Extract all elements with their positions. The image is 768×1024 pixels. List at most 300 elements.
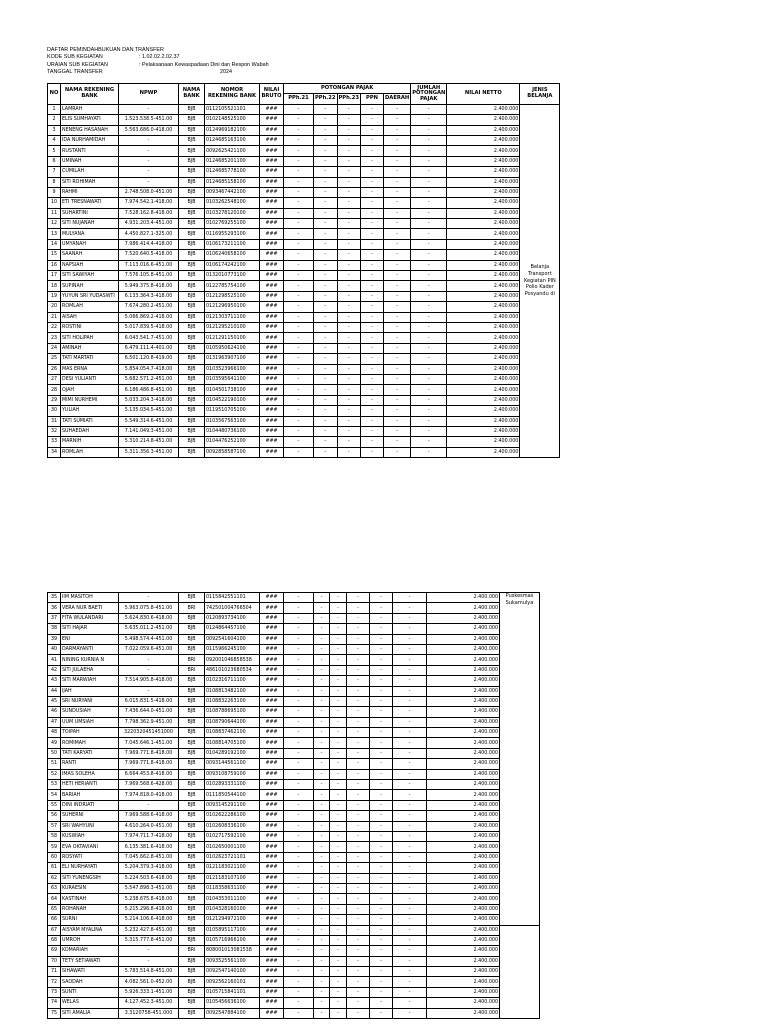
table-row [48,624,540,634]
table-cell: MARNIH [61,437,119,447]
table-cell: BJB [179,374,205,384]
table-cell: - [284,260,314,270]
table-cell: OJAH [61,385,119,395]
table-cell: - [384,239,411,249]
table-cell: 2.400.000 [427,707,500,717]
table-cell: 2.400.000 [427,728,500,738]
table-cell: - [284,104,314,114]
table-cell: 2.400.000 [427,925,500,935]
table-cell: 2.400.000 [427,800,500,810]
table-cell: 2.400.000 [447,156,520,166]
table-cell: - [284,593,314,603]
table-cell: 2.400.000 [447,333,520,343]
table-cell: BJB [179,998,205,1008]
table-cell: - [284,738,314,748]
table-cell: - [314,208,338,218]
table-cell: - [284,759,314,769]
table-cell: 2.400.000 [427,883,500,893]
table-cell: ### [260,842,284,852]
table-cell: 2.400.000 [447,198,520,208]
table-cell: - [411,312,447,322]
table-cell: ROMIMAH [61,738,119,748]
table-cell: BJB [179,343,205,353]
table-cell: 0121303711100 [205,312,260,322]
table-cell: 7.974.542.1-418.00 [119,198,179,208]
table-row [48,343,560,353]
table-cell: 0102717592100 [205,831,260,841]
table-cell: TATI SUMIATI [61,416,119,426]
table-cell: - [337,343,361,353]
table-cell: - [370,894,393,904]
table-cell: ### [260,790,284,800]
jenis-belanja-cell [520,104,560,457]
table-cell: 2.400.000 [427,894,500,904]
table-cell: - [384,374,411,384]
table-cell: - [361,239,384,249]
table-row [48,759,540,769]
table-cell: 15 [48,250,61,260]
table-cell: 0093108759100 [205,769,260,779]
table-cell: ### [260,374,284,384]
table-cell: - [284,686,314,696]
table-cell: - [284,395,314,405]
table-cell: - [284,354,314,364]
table-cell: 14 [48,239,61,249]
table-cell: - [347,634,370,644]
table-cell: 7.520.640.5-418.00 [119,250,179,260]
table-cell: 5.215.296.8-418.00 [119,904,179,914]
table-cell: 7.528.162.8-418.00 [119,208,179,218]
table-cell: 13 [48,229,61,239]
table-cell: - [337,167,361,177]
table-cell: - [384,416,411,426]
table-cell: - [284,291,314,301]
table-cell: ### [260,281,284,291]
table-cell: - [393,842,427,852]
table-cell: - [330,738,347,748]
table-cell: 7 [48,167,61,177]
header-potongan: POTONGAN PAJAK [284,84,411,94]
table-cell: BARIAH [61,790,119,800]
table-cell: IJAH [61,686,119,696]
table-cell: - [384,177,411,187]
table-cell: - [284,447,314,457]
table-cell: - [347,821,370,831]
table-cell: 25 [48,354,61,364]
table-cell: BJB [179,250,205,260]
table-cell: - [314,281,338,291]
table-cell: 2.400.000 [427,977,500,987]
table-cell: 2.400.000 [447,177,520,187]
table-cell: - [314,769,330,779]
table-cell: 0102893331100 [205,780,260,790]
table-row [48,1008,540,1018]
table-cell: 2.400.000 [427,811,500,821]
table-cell: - [337,125,361,135]
table-cell: 2.400.000 [447,104,520,114]
table-row [48,977,540,987]
table-cell: UMROH [61,935,119,945]
table-cell: - [284,696,314,706]
table-cell: - [119,686,179,696]
table-cell: 7.974.818.0-418.00 [119,790,179,800]
table-cell: BJB [179,831,205,841]
table-cell: - [284,115,314,125]
table-cell: - [411,239,447,249]
table-cell: 2.400.000 [427,915,500,925]
table-cell: UUM UMSIAH [61,717,119,727]
table-row [48,800,540,810]
table-cell: ENI [61,634,119,644]
table-cell: - [393,665,427,675]
table-cell: 2.400.000 [427,935,500,945]
table-cell: ### [260,987,284,997]
table-cell: - [393,759,427,769]
table-cell: - [314,728,330,738]
table-cell: 2.400.000 [427,717,500,727]
table-row [48,187,560,197]
table-cell: 40 [48,644,61,654]
table-cell: CUMILAH [61,167,119,177]
table-cell: - [314,644,330,654]
table-cell: - [284,364,314,374]
table-cell: ### [260,229,284,239]
table-cell: - [314,676,330,686]
table-cell: - [284,281,314,291]
table-cell: - [347,613,370,623]
table-cell: 5.224.503.6-418.00 [119,873,179,883]
table-cell: 2.400.000 [427,821,500,831]
table-cell: - [314,135,338,145]
table-cell: - [347,873,370,883]
table-cell: - [330,821,347,831]
table-row [48,364,560,374]
table-cell: 2.400.000 [427,790,500,800]
table-cell: 33 [48,437,61,447]
table-cell: 4 [48,135,61,145]
table-cell: - [411,156,447,166]
table-cell: - [330,790,347,800]
table-cell: 5.214.106.6-418.00 [119,915,179,925]
table-cell: BJB [179,104,205,114]
table-cell: BJB [179,312,205,322]
table-cell: BJB [179,333,205,343]
table-cell: 7.969.771.8-418.00 [119,748,179,758]
table-cell: ELI NURHAYATI [61,863,119,873]
table-cell: 2.400.000 [447,364,520,374]
table-cell: 0104522190100 [205,395,260,405]
table-cell: - [393,998,427,1008]
table-cell: - [361,104,384,114]
table-cell: 5.232.427.8-451.00 [119,925,179,935]
table-cell: - [393,915,427,925]
table-cell: - [347,696,370,706]
table-cell: ### [260,312,284,322]
table-cell: BRI [179,946,205,956]
table-cell: 41 [48,655,61,665]
table-cell: ### [260,208,284,218]
table-cell: - [314,707,330,717]
header-jumlah: JUMLAH POTONGAN PAJAK [411,84,447,105]
table-row [48,312,560,322]
table-cell: UMYANAH [61,239,119,249]
table-row [48,873,540,883]
table-cell: 0104480736100 [205,426,260,436]
table-cell: 5.135.034.5-451.00 [119,406,179,416]
table-cell: - [361,374,384,384]
table-cell: EVA OKTAVIANI [61,842,119,852]
table-cell: ### [260,717,284,727]
table-cell: - [384,104,411,114]
table-row [48,354,560,364]
table-cell: - [361,333,384,343]
table-cell: - [284,915,314,925]
table-cell: - [284,603,314,613]
table-cell: - [284,987,314,997]
table-cell: - [411,322,447,332]
table-cell: - [337,271,361,281]
table-cell: - [330,717,347,727]
table-cell: 5.949.375.8-418.00 [119,281,179,291]
table-cell: BJB [179,800,205,810]
table-cell: - [330,748,347,758]
table-cell: - [314,811,330,821]
table-cell: 2.400.000 [447,115,520,125]
table-cell: 2.400.000 [447,374,520,384]
table-cell: BJB [179,956,205,966]
table-cell: - [393,676,427,686]
table-cell: - [314,696,330,706]
table-cell: KOMARIAH [61,946,119,956]
table-cell: 7.674.280.2-451.00 [119,302,179,312]
table-cell: - [370,613,393,623]
table-cell: - [337,364,361,374]
table-cell: - [284,239,314,249]
table-cell: - [393,852,427,862]
table-cell: BJB [179,811,205,821]
table-cell: 60 [48,852,61,862]
table-cell: - [384,281,411,291]
table-cell: - [411,281,447,291]
table-cell: AISAH [61,312,119,322]
table-cell: - [330,977,347,987]
table-cell: - [393,811,427,821]
table-cell: - [347,800,370,810]
table-row [48,177,560,187]
table-cell: BJB [179,271,205,281]
table-cell: - [314,987,330,997]
table-cell: - [337,374,361,384]
table-cell: BJB [179,728,205,738]
table-cell: - [314,260,338,270]
table-cell: - [119,665,179,675]
table-cell: 71 [48,967,61,977]
table-cell: 16 [48,260,61,270]
table-cell: BJB [179,987,205,997]
table-cell: - [119,655,179,665]
table-cell: 0121294972100 [205,915,260,925]
table-cell: ### [260,198,284,208]
table-cell: - [384,343,411,353]
table-cell: - [284,219,314,229]
table-cell: 6.501.120.8-419.00 [119,354,179,364]
table-cell: - [411,187,447,197]
table-cell: - [393,748,427,758]
table-cell: 2.748.508.0-451.00 [119,187,179,197]
table-cell: 7.022.059.6-451.00 [119,644,179,654]
table-cell: WELAS [61,998,119,1008]
table-cell: ### [260,125,284,135]
table-cell: - [314,333,338,343]
table-cell: - [370,728,393,738]
table-cell: - [361,146,384,156]
table-cell: - [314,925,330,935]
table-cell: ### [260,780,284,790]
table-cell: 5.963.075.8-451.00 [119,603,179,613]
table-cell: - [119,593,179,603]
table-cell: 11 [48,208,61,218]
table-cell: - [393,863,427,873]
table-cell: - [411,333,447,343]
table-cell: BJB [179,593,205,603]
table-cell: 0120893734100 [205,613,260,623]
table-cell: - [330,780,347,790]
table-cell: - [330,904,347,914]
table-cell: - [314,800,330,810]
table-cell: 5.563.686.0-418.00 [119,125,179,135]
table-cell: - [337,115,361,125]
table-row [48,406,560,416]
jenis-belanja-blank [500,925,540,1019]
table-cell: SITI HAJAR [61,624,119,634]
table-cell: ### [260,177,284,187]
table-cell: 42 [48,665,61,675]
table-cell: ### [260,769,284,779]
table-cell: LAMRAH [61,104,119,114]
table-cell: - [347,998,370,1008]
table-cell: BJB [179,904,205,914]
table-cell: - [337,416,361,426]
table-cell: - [347,987,370,997]
table-cell: 0104289192100 [205,748,260,758]
table-cell: - [361,312,384,322]
table-cell: - [393,717,427,727]
table-cell: 2.400.000 [427,686,500,696]
table-cell: - [330,634,347,644]
table-cell: 7.045.662.8-451.00 [119,852,179,862]
table-row [48,291,560,301]
table-cell: - [370,655,393,665]
table-cell: ROMLAH [61,302,119,312]
table-cell: SUNTI [61,987,119,997]
table-cell: 0103262548100 [205,198,260,208]
table-cell: - [384,385,411,395]
table-cell: BJB [179,707,205,717]
table-cell: 2.400.000 [447,239,520,249]
table-cell: - [337,322,361,332]
table-cell: 2.400.000 [427,655,500,665]
table-cell: - [314,956,330,966]
table-cell: 66 [48,915,61,925]
table-cell: - [384,333,411,343]
table-cell: - [347,603,370,613]
table-cell: - [337,385,361,395]
table-cell: - [370,935,393,945]
table-cell: - [337,250,361,260]
table-cell: 49 [48,738,61,748]
table-cell: - [337,406,361,416]
table-cell: ### [260,603,284,613]
table-cell: - [347,686,370,696]
table-cell: 2.400.000 [447,219,520,229]
table-cell: - [384,229,411,239]
table-cell: 092001046858538 [205,655,260,665]
table-cell: 19 [48,291,61,301]
table-cell: - [284,135,314,145]
table-cell: SITI SAWIYAH [61,271,119,281]
table-cell: 3.3120758-451.000 [119,1008,179,1018]
table-cell: 0119510705100 [205,406,260,416]
table-cell: - [284,156,314,166]
table-row [48,811,540,821]
table-cell: - [370,883,393,893]
table-cell: 2.400.000 [447,312,520,322]
table-cell: 7.514.905.8-418.00 [119,676,179,686]
table-row [48,634,540,644]
table-cell: - [411,250,447,260]
table-cell: ### [260,676,284,686]
table-cell: - [314,198,338,208]
table-cell: - [361,416,384,426]
table-cell: NAPSIAH [61,260,119,270]
table-cell: - [361,271,384,281]
header-nama: NAMA REKENING BANK [61,84,119,105]
table-cell: - [361,198,384,208]
table-cell: - [314,343,338,353]
table-cell: 45 [48,696,61,706]
table-cell: - [384,198,411,208]
table-cell: SITI NUJANAH [61,219,119,229]
table-cell: - [411,406,447,416]
table-cell: - [284,800,314,810]
table-cell: 2.400.000 [447,167,520,177]
table-cell: 32 [48,426,61,436]
table-cell: 0103523966100 [205,364,260,374]
table-cell: 2.400.000 [427,987,500,997]
table-cell: - [284,229,314,239]
table-cell: - [284,831,314,841]
table-cell: ### [260,167,284,177]
table-cell: 0104328160100 [205,904,260,914]
table-cell: 47 [48,717,61,727]
table-cell: 0108813482100 [205,686,260,696]
table-cell: 5.310.214.8-451.00 [119,437,179,447]
table-cell: 2.400.000 [447,146,520,156]
table-cell: DINI INDRIATI [61,800,119,810]
table-cell: ### [260,115,284,125]
table-cell: - [370,676,393,686]
table-cell: IDA NURHAMIDAH [61,135,119,145]
table-cell: BJB [179,967,205,977]
table-cell: - [361,322,384,332]
table-cell: - [314,904,330,914]
table-cell: - [314,229,338,239]
table-row [48,831,540,841]
table-cell: - [384,354,411,364]
table-cell: - [330,842,347,852]
table-cell: 5.204.379.3-418.00 [119,863,179,873]
table-cell: - [330,925,347,935]
